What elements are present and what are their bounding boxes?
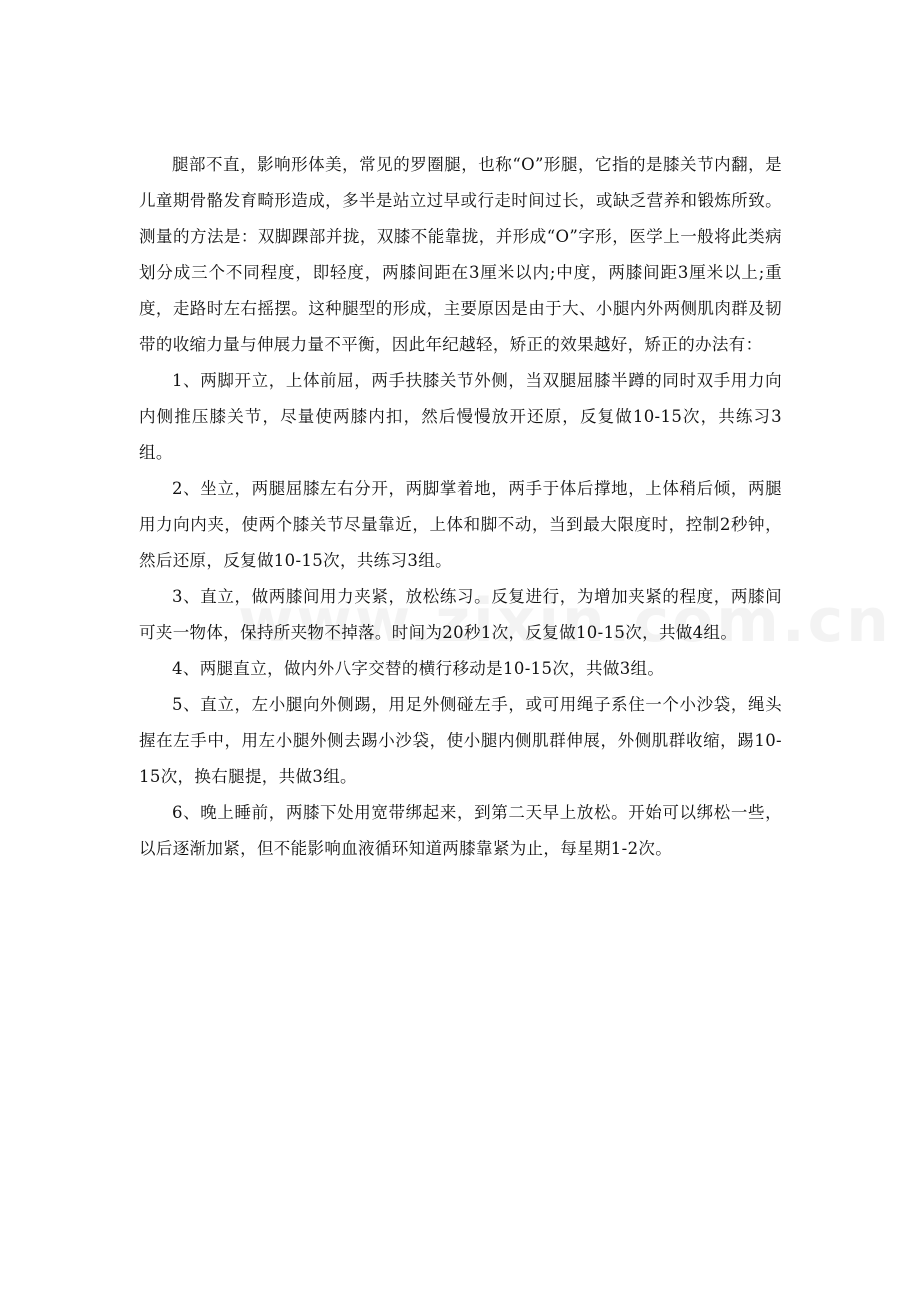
paragraph-method-2: 2、坐立，两腿屈膝左右分开，两脚掌着地，两手于体后撑地，上体稍后倾，两腿用力向内夹，使两个膝关节尽量靠近，上体和脚不动，当到最大限度时，控制2秒钟，然后还原，反复做10-15次，共练习3组。 [139,479,782,570]
paragraph-method-1: 1、两脚开立，上体前屈，两手扶膝关节外侧，当双腿屈膝半蹲的同时双手用力向内侧推压膝关节，尽量使两膝内扣，然后慢慢放开还原，反复做10-15次，共练习3组。 [139,371,782,462]
paragraph-method-4: 4、两腿直立，做内外八字交替的横行移动是10-15次，共做3组。 [172,659,665,678]
paragraph-method-5: 5、直立，左小腿向外侧踢，用足外侧碰左手，或可用绳子系住一个小沙袋，绳头握在左手中，用左小腿外侧去踢小沙袋，使小腿内侧肌群伸展，外侧肌群收缩，踢10-15次，换右腿提，共做3组。 [139,695,782,786]
paragraph-method-3: 3、直立，做两膝间用力夹紧，放松练习。反复进行，为增加夹紧的程度，两膝间可夹一物体，保持所夹物不掉落。时间为20秒1次，反复做10-15次，共做4组。 [139,587,782,642]
paragraph-method-6: 6、晚上睡前，两膝下处用宽带绑起来，到第二天早上放松。开始可以绑松一些，以后逐渐加紧，但不能影响血液循环知道两膝靠紧为止，每星期1-2次。 [139,803,782,858]
document-body [139,147,782,867]
paragraph-intro: 腿部不直，影响形体美，常见的罗圈腿，也称“O”形腿，它指的是膝关节内翻，是儿童期骨骼发育畸形造成，多半是站立过早或行走时间过长，或缺乏营养和锻炼所致。测量的方法是：双脚踝部并拢，双膝不能靠拢，并形成“O”字形，医学上一般将此类病划分成三个不同程度，即轻度，两膝间距在3厘米以内;中度，两膝间距3厘米以上;重度，走路时左右摇摆。这种腿型的形成，主要原因是由于大、小腿内外两侧肌肉群及韧带的收缩力量与伸展力量不平衡，因此年纪越轻，矫正的效果越好，矫正的办法有： [139,155,782,354]
